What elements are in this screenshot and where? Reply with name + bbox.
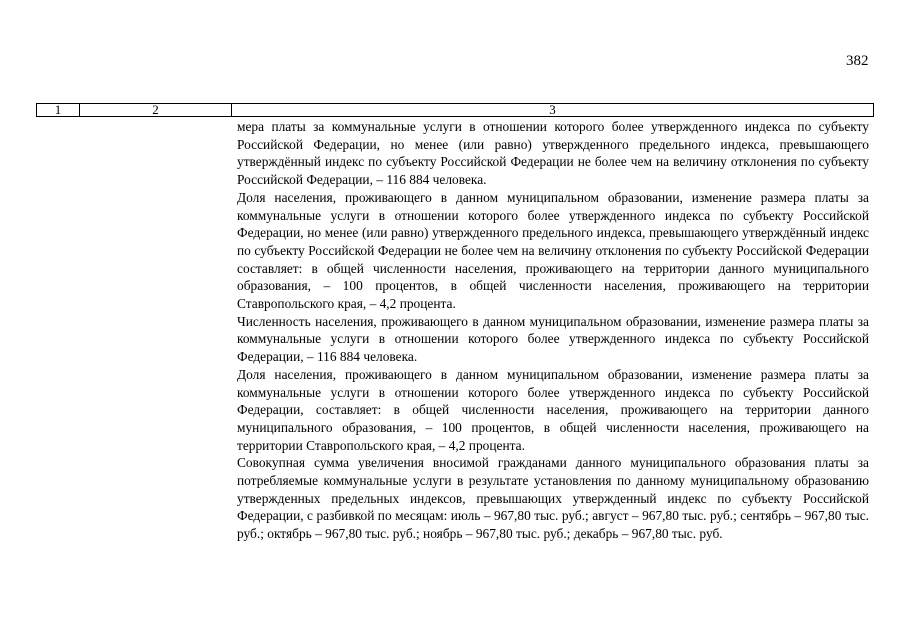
paragraph-population-share-deviation: Доля населения, проживающего в данном муниципальном образовании, изменение размера платы за коммунальные услуги в отношении которого более утвержденного индекса по субъекту Российской Федерации, но менее (или равно) утвержденного предельного индекса, превышающего утверждённый индекс по субъекту Российской Федерации не более чем на величину отклонения по субъекту Российской Федерации составляет: в общей численности населения, проживающего на территории данного муниципального образования, – 100 процентов, в общей численности населения, проживающего на территории Ставропольского края, – 4,2 процента. (237, 189, 869, 312)
page-number: 382 (846, 53, 869, 69)
column-header-2: 2 (80, 104, 232, 117)
paragraph-population-share-above-index: Доля населения, проживающего в данном муниципальном образовании, изменение размера платы за коммунальные услуги в отношении которого более утвержденного индекса по субъекту Российской Федерации, составляет: в общей численности населения, проживающего на территории данного муниципального образования, – 100 процентов, в общей численности населения, проживающего на территории Ставропольского края, – 4,2 процента. (237, 366, 869, 453)
column-header-table (36, 103, 874, 117)
column-header-3: 3 (232, 104, 874, 117)
column-header-row (37, 104, 874, 117)
column-header-1: 1 (37, 104, 80, 117)
paragraph-population-count-continued: мера платы за коммунальные услуги в отношении которого более утвержденного индекса по субъекту Российской Федерации, но менее (или равно) утвержденного предельного индекса, превышающего утверждённый индекс по субъекту Российской Федерации не более чем на величину отклонения по субъекту Российской Федерации, – 116 884 человека. (237, 119, 869, 188)
document-body (237, 118, 869, 543)
paragraph-population-count-above-index: Численность населения, проживающего в данном муниципальном образовании, изменение размера платы за коммунальные услуги в отношении которого более утвержденного индекса по субъекту Российской Федерации, – 116 884 человека. (237, 313, 869, 365)
paragraph-total-increase-by-month: Совокупная сумма увеличения вносимой гражданами данного муниципального образования платы за потребляемые коммунальные услуги в результате установления по данному муниципальному образованию утвержденных предельных индексов, превышающих утвержденный индекс по субъекту Российской Федерации, с разбивкой по месяцам: июль – 967,80 тыс. руб.; август – 967,80 тыс. руб.; сентябрь – 967,80 тыс. руб.; октябрь – 967,80 тыс. руб.; ноябрь – 967,80 тыс. руб.; декабрь – 967,80 тыс. руб. (237, 455, 869, 542)
